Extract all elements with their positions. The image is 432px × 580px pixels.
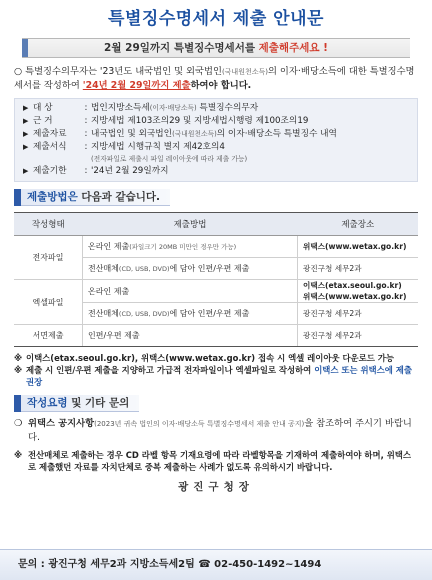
info-label: 제출자료 (33, 129, 67, 139)
triangle-bullet-icon: ▶ (23, 104, 29, 112)
reference-mark-icon: ※ (14, 365, 23, 375)
table-row (14, 236, 418, 258)
note-text: 제출 시 인편/우편 제출을 지양하고 가급적 전자파일이나 엑셀파일로 작성하여 이택스 또는 위택스에 제출 권장 (26, 365, 412, 387)
info-value: '24년 2월 29일까지 (91, 166, 169, 176)
table-cell-type: 서면제출 (14, 325, 83, 347)
info-row: ▶ 제출서식 : 지방세법 시행규칙 별지 제42호의4 (23, 142, 225, 152)
list-item (14, 364, 418, 388)
guide-paragraph: ❍ 위택스 공지사항(2023년 귀속 법인의 이자·배당소득 특별징수명세서 제출 안내 공지)을 참조하여 주시기 바랍니다. (14, 418, 412, 443)
page-title: 특별징수명세서 제출 안내문 (108, 9, 324, 29)
info-box (14, 98, 418, 182)
table-cell-place: 위택스(www.wetax.go.kr) (298, 236, 419, 258)
list-item (14, 352, 418, 364)
notice-text: 2월 29일까지 특별징수명세서를 (104, 42, 259, 54)
section-heading-guide: 작성요령 및 기타 문의 (14, 395, 418, 412)
reference-mark-icon: ※ (14, 353, 23, 363)
intro-text-2: 의 이자·배당소득에 (267, 66, 346, 77)
info-value: 지방세법 시행규칙 별지 제42호의4 (91, 142, 225, 152)
table-cell-method: 온라인 제출(파일크기 20MB 미만인 경우만 가능) (83, 236, 298, 258)
table-header: 제출장소 (298, 213, 419, 236)
info-value: 지방세법 제103조의29 및 지방세법시행령 제100조의19 (91, 116, 309, 126)
table-header: 작성형태 (14, 213, 83, 236)
intro-text-3: 대한 특별징수명세서를 작성하여 (14, 66, 415, 91)
table-cell-type: 엑셀파일 (14, 280, 83, 325)
section-accent-block (14, 189, 21, 206)
info-label: 제출서식 (33, 142, 67, 152)
contact-footer: 문의 : 광진구청 세무2과 지방소득세2팀 ☎ 02-450-1492~1494 (0, 549, 432, 580)
info-row: ▶ 대 상 : 법인지방소득세(이자·배당소득) 특별징수의무자 (23, 103, 259, 113)
table-cell-method: 전산매체(CD, USB, DVD)에 담아 인편/우편 제출 (83, 303, 298, 325)
reference-mark-icon: ※ (14, 450, 23, 460)
deadline-notice (22, 38, 410, 58)
table-cell-method: 전산매체(CD, USB, DVD)에 담아 인편/우편 제출 (83, 258, 298, 280)
table-cell-place: 이택스(etax.seoul.go.kr) 위택스(www.wetax.go.kr) (298, 280, 419, 303)
section-heading-methods: 제출방법은 다음과 같습니다. (14, 189, 418, 206)
table-row (14, 325, 418, 347)
notice-accent-bar (22, 39, 28, 57)
info-row: ▶ 근 거 : 지방세법 제103조의29 및 지방세법시행령 제100조의19 (23, 116, 309, 126)
issuer-signature: 광진구청장 (178, 481, 254, 493)
intro-text-4: 하여야 합니다. (190, 80, 252, 91)
info-row: ▶ 제출자료 : 내국법인 및 외국법인(국내원천소득)의 이자·배당소득 특별징수 내역 (23, 129, 337, 139)
section-accent-block (14, 395, 21, 412)
intro-text-1: 특별징수의무자는 '23년도 내국법인 및 외국법인 (25, 66, 222, 77)
table-cell-method: 온라인 제출 (83, 280, 298, 303)
table-cell-place: 광진구청 세무2과 (298, 258, 419, 280)
triangle-bullet-icon: ▶ (23, 167, 29, 175)
table-cell-place: 광진구청 세무2과 (298, 303, 419, 325)
notice-emphasis: 제출해주세요 ! (258, 42, 328, 54)
info-subnote: (전자파일로 제출시 파일 레이아웃에 따라 제출 가능) (91, 155, 248, 163)
submission-methods-table (14, 212, 418, 347)
info-row: ▶ 제출기한 : '24년 2월 29일까지 (23, 166, 169, 176)
circle-bullet-icon: ❍ (14, 418, 23, 429)
triangle-bullet-icon: ▶ (23, 143, 29, 151)
info-label: 근 거 (33, 116, 53, 126)
intro-paragraph (14, 65, 418, 92)
guide-warning: ※ 전산매체로 제출하는 경우 CD 라벨 항목 기재요령에 따라 라벨항목을 기재하여 제출하여야 하며, 위택스로 제출했던 자료를 자치단체로 중복 제출하는 사례가 없도록 유의하시기 바랍니다. (14, 450, 411, 472)
info-value: 내국법인 및 외국법인(국내원천소득)의 이자·배당소득 특별징수 내역 (91, 129, 337, 139)
table-header-row (14, 213, 418, 236)
table-row (14, 280, 418, 303)
note-text: 이택스(etax.seoul.go.kr), 위택스(www.wetax.go.kr) 접속 시 엑셀 레이아웃 다운로드 가능 (26, 353, 394, 363)
table-cell-method: 인편/우편 제출 (83, 325, 298, 347)
info-label: 제출기한 (33, 166, 67, 176)
triangle-bullet-icon: ▶ (23, 117, 29, 125)
triangle-bullet-icon: ▶ (23, 130, 29, 138)
intro-bullet-icon: ○ (14, 66, 23, 77)
intro-text-small: (국내원천소득) (221, 68, 268, 76)
notes-list (14, 352, 418, 388)
intro-deadline: '24년 2월 29일까지 제출 (82, 80, 191, 91)
info-value: 법인지방소득세(이자·배당소득) 특별징수의무자 (91, 103, 259, 113)
info-label: 대 상 (33, 103, 53, 113)
table-header: 제출방법 (83, 213, 298, 236)
table-cell-type: 전자파일 (14, 236, 83, 280)
table-cell-place: 광진구청 세무2과 (298, 325, 419, 347)
